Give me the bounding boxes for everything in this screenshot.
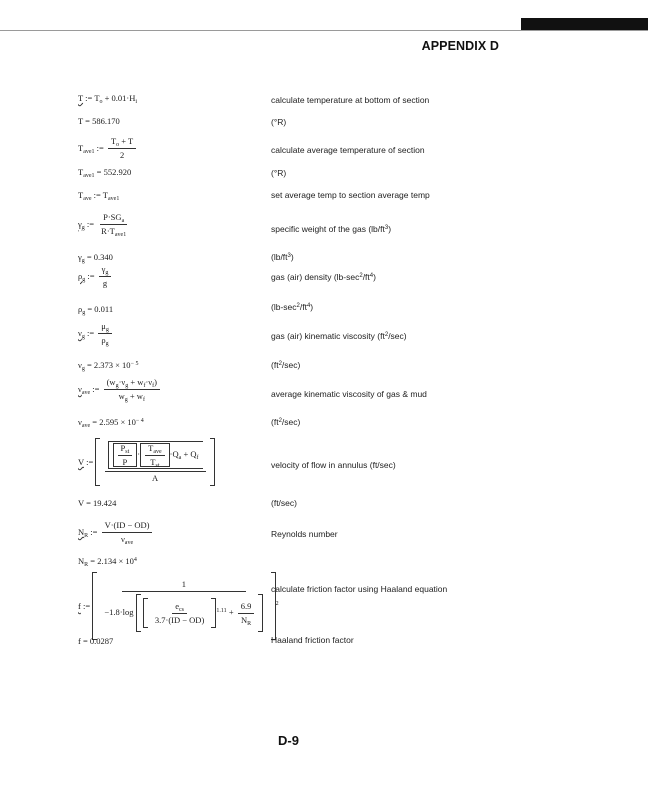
value-temp: T = 586.170 <box>78 116 120 126</box>
value-kinematic-viscosity: $\nu_g = 2.373 \times 10^{- 5}$ <box>78 360 139 372</box>
equation-temp-bottom: T := $T_o + 0.01\cdot H_i$ <box>78 93 138 105</box>
value-reynolds: $N_R = 2.134 \times 10^4$ <box>78 556 137 568</box>
note-average-viscosity: average kinematic viscosity of gas & mud <box>271 389 427 399</box>
value-gas-density: $\rho_g = 0.011$ <box>78 304 114 316</box>
note-temp-set: set average temp to section average temp <box>271 190 430 200</box>
note-kinematic-viscosity-units: $(ft^2/\sec)$ <box>271 360 301 370</box>
equation-temp-average: $T_{ave1}$ := $\frac{T_o + T}{2}$ <box>78 137 138 159</box>
note-velocity: velocity of flow in annulus (ft/sec) <box>271 460 396 470</box>
note-reynolds: Reynolds number <box>271 529 338 539</box>
equation-kinematic-viscosity: $\nu_g$ := $\frac{\mu_g}{\rho_g}$ <box>78 322 114 344</box>
note-specific-weight-units: $(lb/ft^3)$ <box>271 252 294 262</box>
page-header: APPENDIX D <box>421 39 499 53</box>
equation-temp-set: $T_{ave}$ := $T_{ave1}$ <box>78 190 120 202</box>
note-temp-average: calculate average temperature of section <box>271 145 425 155</box>
equation-friction-factor: f := 1 −1.8·log $\frac{e_{cs}}{3.7\cdot(ID - OD)}$ $^{1.11}$ + $\frac{6.9}{N_R}$ $^2$ <box>78 572 279 640</box>
value-velocity: V = 19.424 <box>78 498 117 508</box>
equation-velocity: V := $\frac{P_{st}}{P}$ · $\frac{T_{ave}}{T_{st}}$ $\cdot Q_a + Q_f$ A <box>78 438 215 486</box>
note-friction-factor: calculate friction factor using Haaland equation <box>271 584 448 594</box>
note-friction-factor-result: Haaland friction factor <box>271 635 354 645</box>
note-velocity-units: (ft/sec) <box>271 498 297 508</box>
note-gas-density: gas (air) density $(lb-\sec^2/ft^4)$ <box>271 272 376 282</box>
page-number: D-9 <box>278 733 299 748</box>
value-friction-factor: f = 0.0287 <box>78 636 114 646</box>
equation-specific-weight: $\gamma_g$ := $\frac{P\cdot SG_a}{R\cdot T_{ave1}}$ <box>78 212 127 238</box>
note-temp-average-units: (°R) <box>271 168 287 178</box>
equation-reynolds: $N_R$ := $\frac{V\cdot(ID - OD)}{\nu_{ave}}$ <box>78 521 154 543</box>
note-average-viscosity-units: $(ft^2/\sec)$ <box>271 417 301 427</box>
note-specific-weight: specific weight of the gas $(lb/ft^3)$ <box>271 224 392 234</box>
value-temp-average: $T_{ave1} = 552.920$ <box>78 167 132 179</box>
note-gas-density-units: $(lb-\sec^2/ft^4)$ <box>271 302 314 312</box>
note-temp-bottom: calculate temperature at bottom of section <box>271 95 430 105</box>
note-kinematic-viscosity: gas (air) kinematic viscosity $(ft^2/\sec)$ <box>271 331 407 341</box>
equation-gas-density: $\rho_g$ := $\frac{\gamma_g}{g}$ <box>78 265 113 287</box>
value-specific-weight: $\gamma_g = 0.340$ <box>78 252 113 264</box>
note-temp-units: (°R) <box>271 117 287 127</box>
equation-average-viscosity: $\nu_{ave}$ := $\frac{(w_g\cdot\nu_g + w_f\cdot\nu_f)}{w_g + w_f}$ <box>78 378 162 400</box>
value-average-viscosity: $\nu_{ave} = 2.595 \times 10^{- 4}$ <box>78 417 144 429</box>
header-rule <box>0 30 648 31</box>
